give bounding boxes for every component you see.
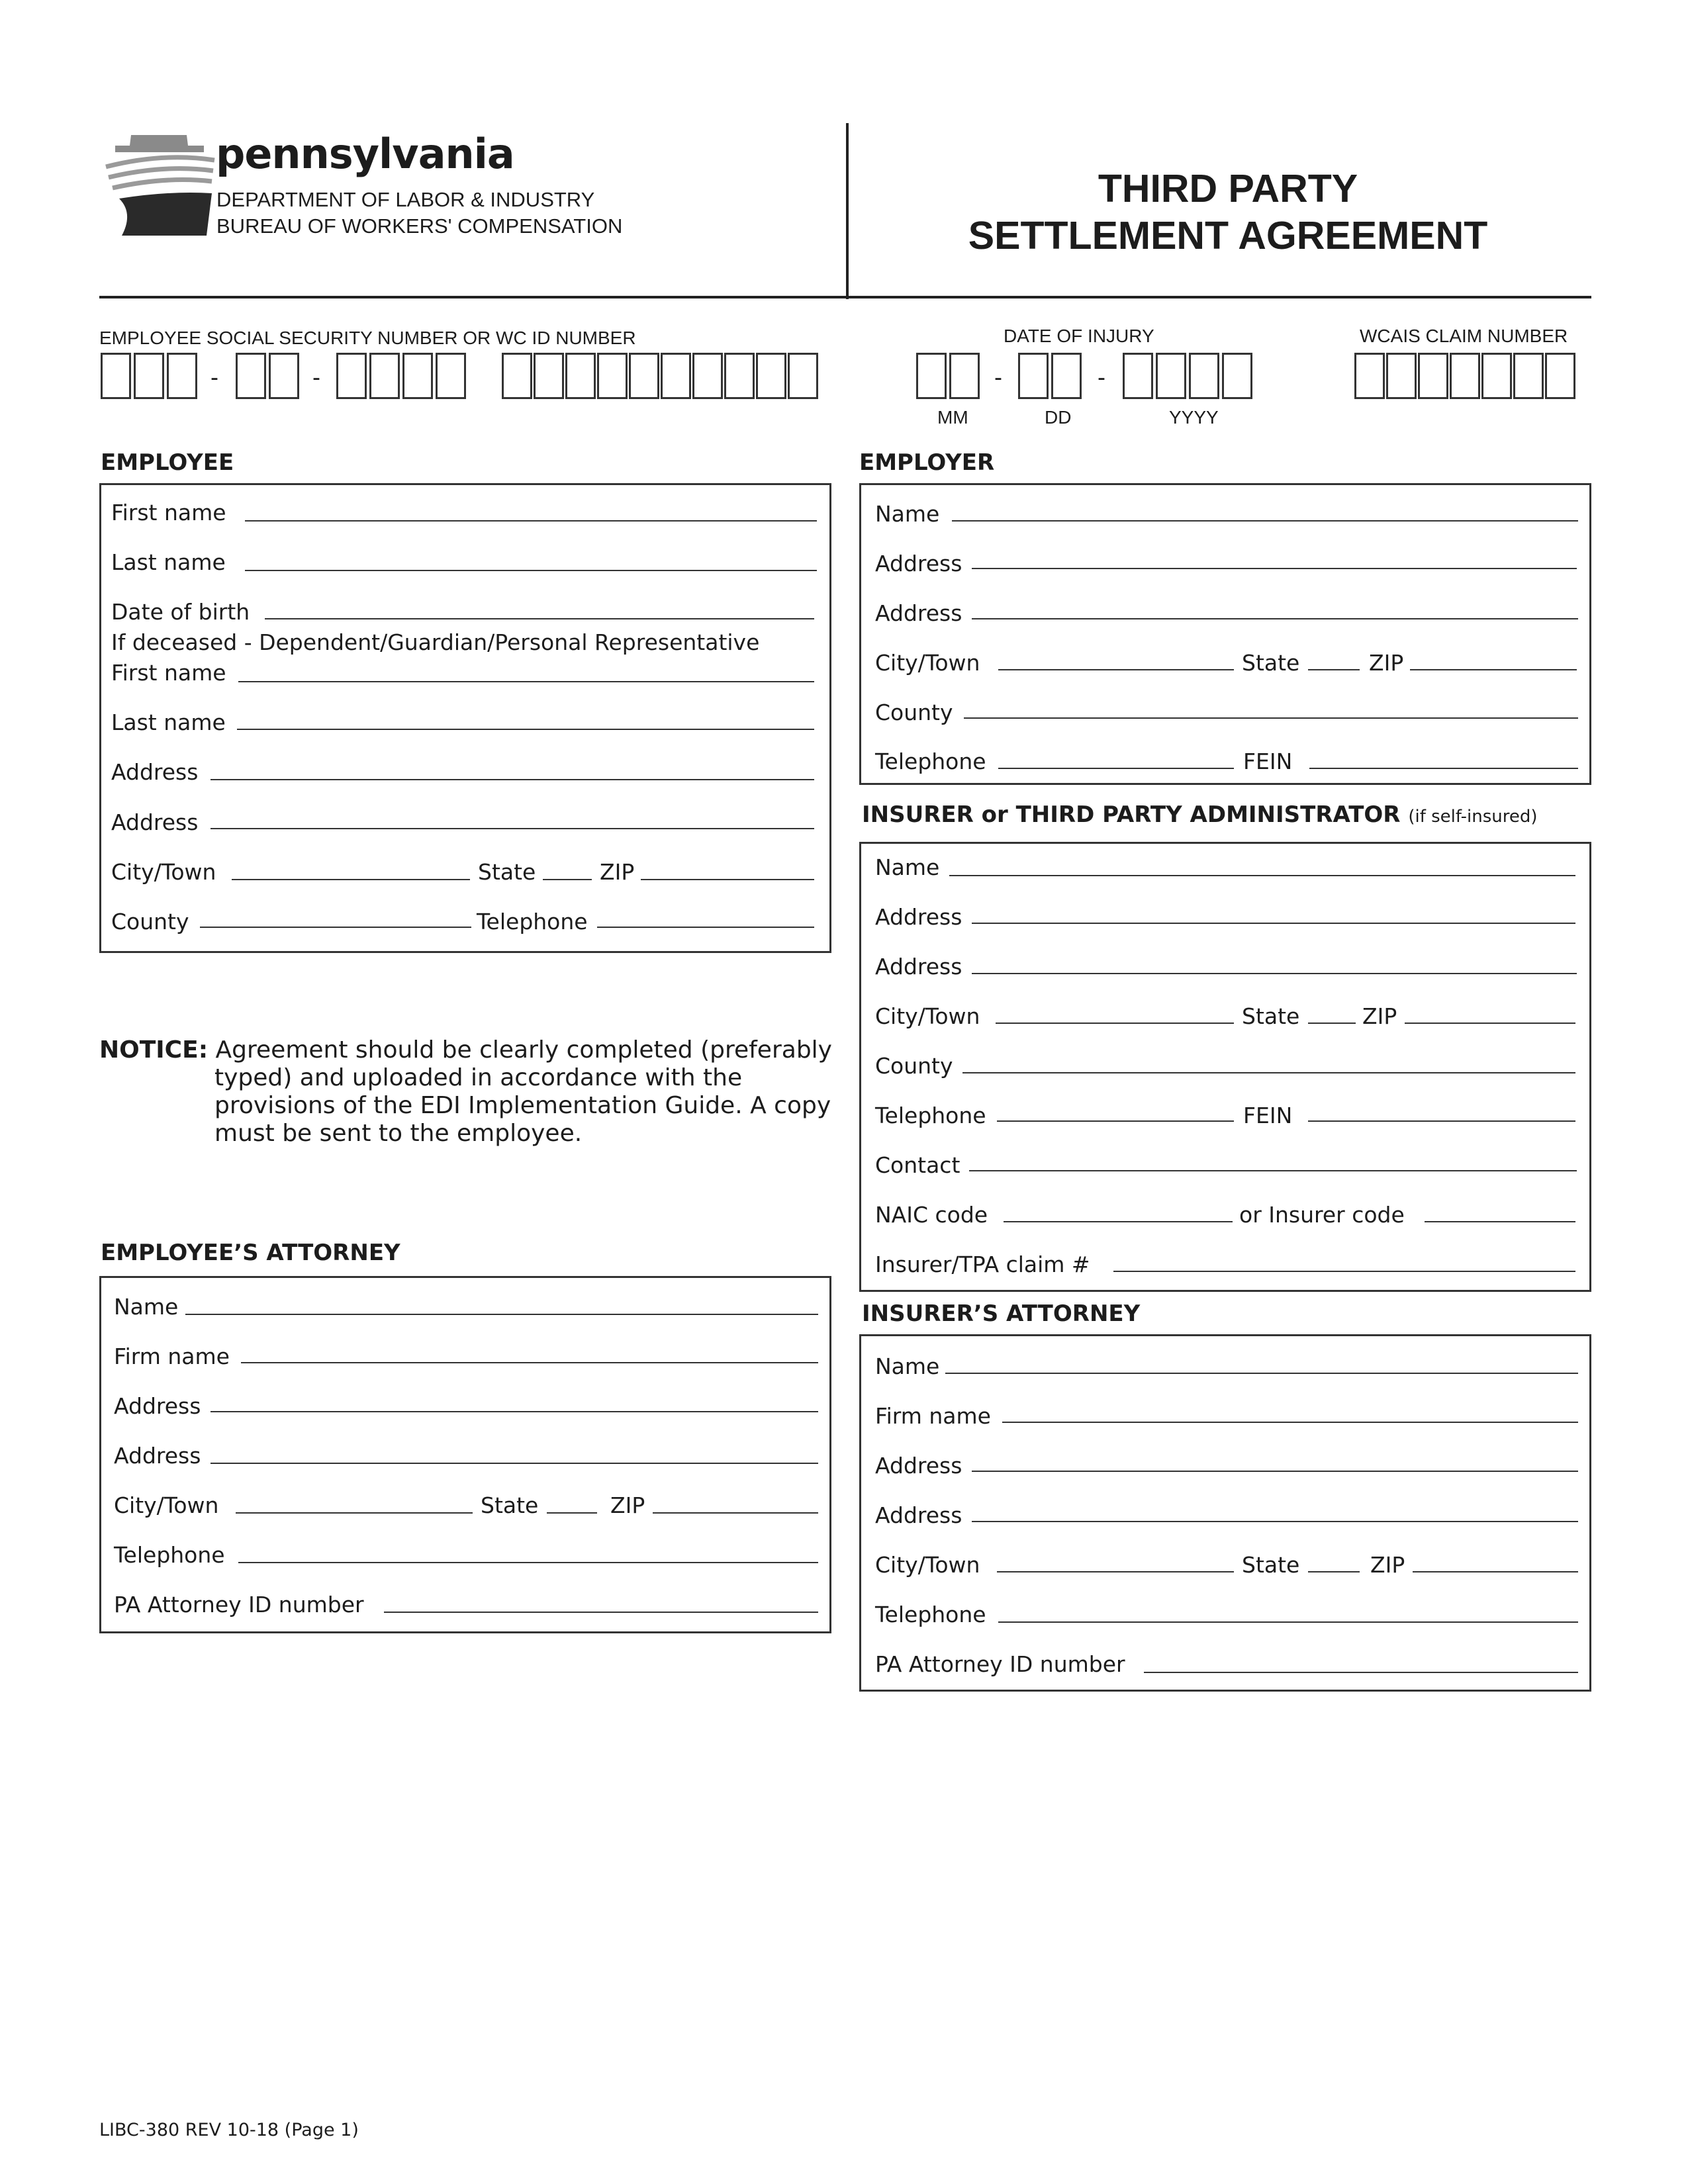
insurer-code-label: or Insurer code	[1239, 1202, 1405, 1228]
er-attorney-address2-field[interactable]	[972, 1521, 1578, 1522]
notice-text	[99, 1036, 832, 1148]
employee-county-label: County	[111, 909, 189, 934]
notice-line: provisions of the EDI Implementation Guide. A copy	[214, 1092, 831, 1119]
doi-separator: -	[1098, 363, 1105, 390]
notice-line: must be sent to the employee.	[214, 1120, 583, 1147]
employer-city-label: City/Town	[875, 650, 980, 676]
form-title-line1: THIRD PARTY	[1098, 167, 1358, 210]
employee-dob-label: Date of birth	[111, 599, 250, 625]
dependent-first-name-label: First name	[111, 660, 226, 686]
insurer-state-field[interactable]	[1308, 1023, 1356, 1024]
employee-heading: EMPLOYEE	[101, 449, 234, 476]
insurer-county-field[interactable]	[962, 1072, 1575, 1073]
er-attorney-city-field[interactable]	[997, 1571, 1234, 1572]
ee-attorney-address1-label: Address	[114, 1393, 201, 1419]
notice-line: typed) and uploaded in accordance with the	[214, 1064, 743, 1091]
employee-attorney-heading: EMPLOYEE’S ATTORNEY	[101, 1240, 400, 1266]
employer-heading: EMPLOYER	[859, 449, 995, 476]
employee-zip-label: ZIP	[600, 859, 635, 885]
mm-caption: MM	[937, 407, 968, 428]
deceased-note: If deceased - Dependent/Guardian/Personal Representative	[111, 629, 760, 655]
insurer-claim-label: Insurer/TPA claim #	[875, 1251, 1090, 1277]
ssn-separator: -	[211, 363, 218, 390]
er-attorney-address1-label: Address	[875, 1453, 962, 1479]
employee-last-name-label: Last name	[111, 549, 226, 575]
insurer-address1-label: Address	[875, 904, 962, 930]
insurer-zip-label: ZIP	[1362, 1003, 1397, 1029]
er-attorney-pa-id-field[interactable]	[1144, 1672, 1578, 1673]
wcais-digit-box[interactable]	[1450, 353, 1480, 399]
ee-attorney-telephone-label: Telephone	[114, 1542, 225, 1568]
dependent-last-name-label: Last name	[111, 709, 226, 735]
employee-city-label: City/Town	[111, 859, 216, 885]
insurer-city-field[interactable]	[996, 1023, 1234, 1024]
doi-year-box[interactable]	[1123, 353, 1153, 399]
ee-attorney-telephone-field[interactable]	[238, 1562, 818, 1563]
ee-attorney-firm-field[interactable]	[241, 1362, 818, 1363]
insurer-telephone-label: Telephone	[875, 1103, 986, 1128]
wcais-digit-box[interactable]	[1354, 353, 1385, 399]
wcais-digit-box[interactable]	[1513, 353, 1544, 399]
employer-address1-field[interactable]	[972, 568, 1577, 569]
employee-first-name-field[interactable]	[245, 520, 817, 522]
employer-telephone-field[interactable]	[998, 768, 1234, 769]
employee-last-name-field[interactable]	[245, 570, 817, 571]
yyyy-caption: YYYY	[1169, 407, 1219, 428]
form-id-footer: LIBC-380 REV 10-18 (Page 1)	[99, 2120, 359, 2140]
employee-telephone-field[interactable]	[597, 927, 814, 928]
brand-name: pennsylvania	[216, 130, 514, 178]
employee-address2-field[interactable]	[211, 828, 814, 829]
wcais-digit-box[interactable]	[1545, 353, 1575, 399]
ssn-digit-box[interactable]	[101, 353, 131, 399]
er-attorney-city-label: City/Town	[875, 1552, 980, 1578]
employer-county-label: County	[875, 700, 953, 725]
ee-attorney-state-field[interactable]	[547, 1512, 597, 1514]
ssn-separator: -	[312, 363, 320, 390]
er-attorney-zip-label: ZIP	[1370, 1552, 1405, 1578]
wcid-digit-box[interactable]	[502, 353, 532, 399]
employee-address1-label: Address	[111, 759, 199, 785]
doi-year-box[interactable]	[1156, 353, 1186, 399]
insurer-naic-field[interactable]	[1004, 1221, 1233, 1222]
wcid-digit-box[interactable]	[565, 353, 596, 399]
wcais-digit-box[interactable]	[1386, 353, 1417, 399]
ee-attorney-pa-id-field[interactable]	[384, 1612, 818, 1613]
employer-address2-field[interactable]	[972, 618, 1578, 619]
insurer-heading-text: INSURER or THIRD PARTY ADMINISTRATOR	[862, 801, 1401, 828]
ee-attorney-name-field[interactable]	[185, 1314, 818, 1315]
wcid-digit-box[interactable]	[597, 353, 628, 399]
ee-attorney-name-label: Name	[114, 1294, 179, 1320]
ssn-digit-box[interactable]	[402, 353, 433, 399]
er-attorney-telephone-field[interactable]	[998, 1621, 1578, 1623]
employer-fein-field[interactable]	[1309, 768, 1578, 769]
ee-attorney-state-label: State	[481, 1492, 539, 1518]
employer-zip-field[interactable]	[1410, 669, 1577, 670]
insurer-attorney-section	[859, 1334, 1591, 1692]
employer-fein-label: FEIN	[1243, 749, 1293, 774]
wcid-digit-box[interactable]	[661, 353, 691, 399]
ee-attorney-address2-label: Address	[114, 1443, 201, 1469]
dependent-last-name-field[interactable]	[237, 729, 814, 730]
insurer-fein-label: FEIN	[1243, 1103, 1293, 1128]
doi-day-box[interactable]	[1018, 353, 1049, 399]
insurer-heading-note: (if self-insured)	[1408, 807, 1538, 827]
employee-address2-label: Address	[111, 809, 199, 835]
ssn-digit-box[interactable]	[236, 353, 266, 399]
doi-year-box[interactable]	[1222, 353, 1252, 399]
ee-attorney-zip-label: ZIP	[610, 1492, 645, 1518]
employer-name-label: Name	[875, 501, 940, 527]
insurer-heading	[862, 803, 1537, 826]
doi-day-box[interactable]	[1051, 353, 1082, 399]
employer-county-field[interactable]	[964, 717, 1578, 719]
wcid-digit-box[interactable]	[692, 353, 723, 399]
employer-name-field[interactable]	[952, 520, 1578, 522]
employer-section	[859, 483, 1591, 785]
ee-attorney-pa-id-label: PA Attorney ID number	[114, 1592, 364, 1617]
wcais-digit-box[interactable]	[1418, 353, 1448, 399]
ee-attorney-city-label: City/Town	[114, 1492, 219, 1518]
dd-caption: DD	[1045, 407, 1072, 428]
er-attorney-telephone-label: Telephone	[875, 1602, 986, 1627]
ee-attorney-zip-field[interactable]	[653, 1512, 818, 1514]
department-name: DEPARTMENT OF LABOR & INDUSTRY	[216, 188, 595, 211]
employee-address1-field[interactable]	[211, 779, 814, 780]
er-attorney-name-label: Name	[875, 1353, 940, 1379]
employee-telephone-label: Telephone	[477, 909, 588, 934]
insurer-address1-field[interactable]	[972, 923, 1575, 924]
employee-city-field[interactable]	[232, 879, 470, 880]
doi-year-box[interactable]	[1189, 353, 1219, 399]
insurer-naic-label: NAIC code	[875, 1202, 988, 1228]
insurer-telephone-field[interactable]	[997, 1120, 1234, 1122]
employer-city-field[interactable]	[998, 669, 1234, 670]
doi-month-box[interactable]	[916, 353, 947, 399]
employee-dob-field[interactable]	[265, 618, 814, 619]
ssn-digit-box[interactable]	[134, 353, 164, 399]
insurer-county-label: County	[875, 1053, 953, 1079]
doi-month-box[interactable]	[949, 353, 980, 399]
insurer-attorney-heading: INSURER’S ATTORNEY	[862, 1300, 1141, 1327]
ee-attorney-address2-field[interactable]	[211, 1463, 818, 1464]
wcais-claim-label: WCAIS CLAIM NUMBER	[1360, 326, 1568, 346]
insurer-state-label: State	[1242, 1003, 1300, 1029]
insurer-address2-field[interactable]	[972, 973, 1577, 974]
employee-zip-field[interactable]	[641, 879, 814, 880]
er-attorney-firm-field[interactable]	[1002, 1422, 1578, 1423]
employer-zip-label: ZIP	[1369, 650, 1404, 676]
notice-line: Agreement should be clearly completed (preferably	[215, 1036, 832, 1064]
wcid-digit-box[interactable]	[534, 353, 564, 399]
wcid-digit-box[interactable]	[756, 353, 786, 399]
er-attorney-name-field[interactable]	[945, 1373, 1578, 1374]
ssn-wcid-label: EMPLOYEE SOCIAL SECURITY NUMBER OR WC ID NUMBER	[99, 328, 636, 348]
employee-state-field[interactable]	[543, 879, 592, 880]
ee-attorney-firm-label: Firm name	[114, 1343, 230, 1369]
er-attorney-state-label: State	[1242, 1552, 1300, 1578]
ssn-digit-box[interactable]	[167, 353, 197, 399]
er-attorney-firm-label: Firm name	[875, 1403, 991, 1429]
ee-attorney-address1-field[interactable]	[211, 1411, 818, 1412]
insurer-fein-field[interactable]	[1308, 1120, 1575, 1122]
dependent-first-name-field[interactable]	[238, 681, 814, 682]
insurer-name-field[interactable]	[949, 875, 1575, 876]
bureau-name: BUREAU OF WORKERS' COMPENSATION	[216, 214, 623, 238]
ee-attorney-city-field[interactable]	[236, 1512, 473, 1514]
insurer-contact-label: Contact	[875, 1152, 961, 1178]
keystone-logo-icon	[103, 132, 216, 237]
date-of-injury-label: DATE OF INJURY	[1004, 326, 1154, 346]
header-rule	[99, 296, 1591, 298]
notice-label: NOTICE:	[99, 1036, 209, 1064]
insurer-claim-field[interactable]	[1113, 1271, 1575, 1272]
er-attorney-zip-field[interactable]	[1413, 1571, 1578, 1572]
insurer-address2-label: Address	[875, 954, 962, 979]
employee-first-name-label: First name	[111, 500, 226, 525]
insurer-contact-field[interactable]	[969, 1170, 1577, 1171]
ssn-digit-box[interactable]	[369, 353, 400, 399]
er-attorney-state-field[interactable]	[1308, 1571, 1360, 1572]
doi-separator: -	[994, 363, 1002, 390]
insurer-code-field[interactable]	[1425, 1221, 1575, 1222]
insurer-zip-field[interactable]	[1405, 1023, 1575, 1024]
employer-telephone-label: Telephone	[875, 749, 986, 774]
employee-county-field[interactable]	[200, 927, 471, 928]
er-attorney-address2-label: Address	[875, 1502, 962, 1528]
ssn-digit-box[interactable]	[336, 353, 367, 399]
er-attorney-address1-field[interactable]	[972, 1471, 1578, 1472]
employer-address2-label: Address	[875, 600, 962, 626]
insurer-name-label: Name	[875, 854, 940, 880]
er-attorney-pa-id-label: PA Attorney ID number	[875, 1651, 1125, 1677]
employee-attorney-section	[99, 1276, 831, 1633]
wcid-digit-box[interactable]	[629, 353, 659, 399]
employer-state-field[interactable]	[1308, 669, 1360, 670]
employer-state-label: State	[1242, 650, 1300, 676]
header-divider	[846, 123, 849, 299]
wcid-digit-box[interactable]	[724, 353, 755, 399]
wcid-digit-box[interactable]	[788, 353, 818, 399]
insurer-city-label: City/Town	[875, 1003, 980, 1029]
ssn-digit-box[interactable]	[436, 353, 466, 399]
form-title-line2: SETTLEMENT AGREEMENT	[968, 214, 1488, 257]
employer-address1-label: Address	[875, 551, 962, 576]
wcais-digit-box[interactable]	[1481, 353, 1512, 399]
ssn-digit-box[interactable]	[269, 353, 299, 399]
employee-state-label: State	[478, 859, 536, 885]
